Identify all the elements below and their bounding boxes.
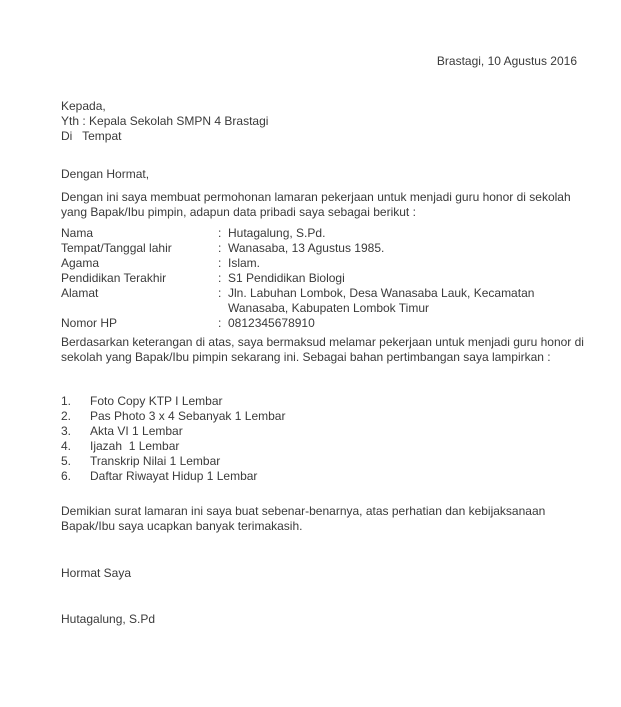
detail-separator: :	[218, 226, 222, 240]
list-number: 1.	[61, 394, 72, 408]
detail-label: Alamat	[61, 286, 99, 300]
detail-value: Hutagalung, S.Pd.	[228, 226, 326, 240]
detail-row-name	[61, 226, 561, 241]
detail-label: Nomor HP	[61, 316, 118, 330]
recipient-block	[61, 99, 581, 144]
detail-row-birth	[61, 241, 561, 256]
detail-separator: :	[218, 286, 222, 300]
list-number: 4.	[61, 439, 72, 453]
signature-name: Hutagalung, S.Pd	[61, 612, 156, 626]
detail-row-education	[61, 271, 561, 286]
list-text: Ijazah 1 Lembar	[90, 439, 180, 453]
detail-row-address	[61, 286, 561, 316]
list-item	[61, 439, 581, 454]
list-item	[61, 409, 581, 424]
closing-line: Bapak/Ibu saya ucapkan banyak terimakasih.	[61, 519, 303, 533]
list-text: Foto Copy KTP I Lembar	[90, 394, 223, 408]
detail-separator: :	[218, 316, 222, 330]
detail-separator: :	[218, 271, 222, 285]
detail-value: S1 Pendidikan Biologi	[228, 271, 345, 285]
detail-value: Islam.	[228, 256, 261, 270]
detail-label: Tempat/Tanggal lahir	[61, 241, 172, 255]
detail-label: Agama	[61, 256, 100, 270]
intro-line: Dengan ini saya membuat permohonan lamaran pekerjaan untuk menjadi guru honor di sekolah	[61, 190, 571, 204]
list-number: 6.	[61, 469, 72, 483]
list-number: 5.	[61, 454, 72, 468]
detail-label: Nama	[61, 226, 94, 240]
list-text: Daftar Riwayat Hidup 1 Lembar	[90, 469, 258, 483]
personal-details	[61, 226, 561, 331]
request-paragraph	[61, 335, 584, 365]
closing-paragraph	[61, 504, 581, 534]
list-text: Pas Photo 3 x 4 Sebanyak 1 Lembar	[90, 409, 286, 423]
intro-paragraph	[61, 190, 581, 220]
detail-row-phone	[61, 316, 561, 331]
list-text: Transkrip Nilai 1 Lembar	[90, 454, 221, 468]
detail-row-religion	[61, 256, 561, 271]
recipient-place: Di Tempat	[61, 129, 122, 143]
detail-separator: :	[218, 256, 222, 270]
list-number: 3.	[61, 424, 72, 438]
detail-value: Jln. Labuhan Lombok, Desa Wanasaba Lauk, Kecamatan Wanasaba, Kabupaten Lombok Timur	[228, 286, 535, 315]
request-line: sekolah yang Bapak/Ibu pimpin sekarang ini. Sebagai bahan pertimbangan saya lampirkan :	[61, 350, 551, 364]
list-item	[61, 394, 581, 409]
attachment-list	[61, 394, 581, 484]
recipient-to: Kepada,	[61, 99, 106, 113]
detail-separator: :	[218, 241, 222, 255]
request-line: Berdasarkan keterangan di atas, saya bermaksud melamar pekerjaan untuk menjadi guru honor di	[61, 335, 584, 349]
list-number: 2.	[61, 409, 72, 423]
list-text: Akta VI 1 Lembar	[90, 424, 183, 438]
detail-value: 0812345678910	[228, 316, 315, 330]
intro-line: yang Bapak/Ibu pimpin, adapun data pribadi saya sebagai berikut :	[61, 205, 416, 219]
closing-line: Demikian surat lamaran ini saya buat sebenar-benarnya, atas perhatian dan kebijaksanaan	[61, 504, 546, 518]
list-item	[61, 469, 581, 484]
list-item	[61, 454, 581, 469]
signature-greeting: Hormat Saya	[61, 566, 132, 580]
letter-date: Brastagi, 10 Agustus 2016	[436, 54, 577, 68]
detail-label: Pendidikan Terakhir	[61, 271, 167, 285]
detail-value: Wanasaba, 13 Agustus 1985.	[228, 241, 385, 255]
list-item	[61, 424, 581, 439]
recipient-name: Yth : Kepala Sekolah SMPN 4 Brastagi	[61, 114, 269, 128]
greeting: Dengan Hormat,	[61, 167, 150, 181]
